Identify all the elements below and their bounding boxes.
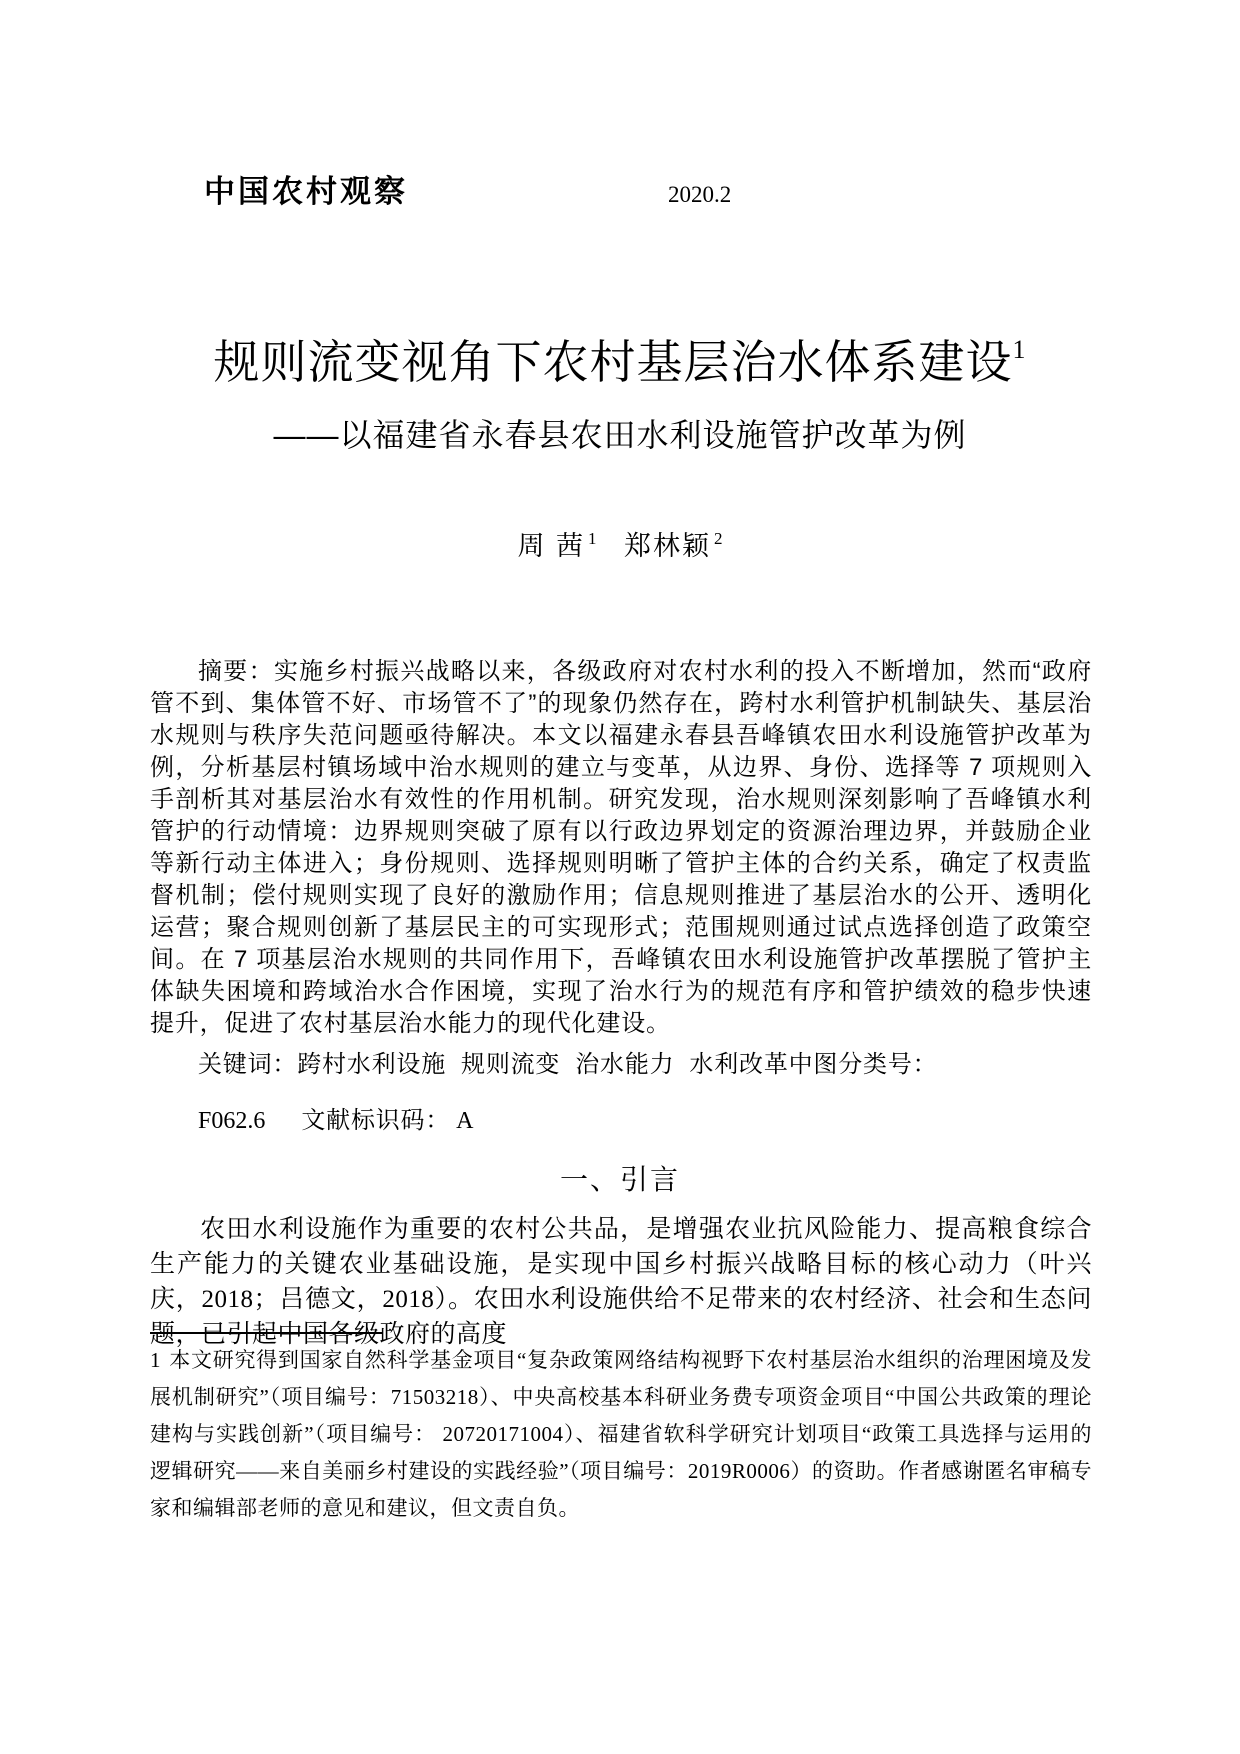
footnote-marker: 1 (150, 1348, 161, 1372)
issue-number: 2020.2 (668, 182, 732, 207)
keywords-label: 关键词： (198, 1051, 298, 1078)
keyword-1: 跨村水利设施 (297, 1051, 447, 1078)
clc-code: F062.6 (198, 1108, 266, 1134)
body-paragraph: 农田水利设施作为重要的农村公共品，是增强农业抗风险能力、提高粮食综合生产能力的关键农业基础设施，是实现中国乡村振兴战略目标的核心动力（叶兴庆，2018；吕德文，2018）。农田水利设施供给不足带来的农村经济、社会和生态问题，已引起中国各级政府的高度 (150, 1216, 1092, 1348)
abstract-label: 摘要： (198, 658, 274, 685)
article-subtitle: ——以福建省永春县农田水利设施管护改革为例 (273, 417, 967, 453)
article-title (0, 326, 1240, 392)
document-code: A (456, 1108, 474, 1134)
keyword-3: 治水能力 (575, 1051, 675, 1078)
section-heading-introduction: 一、引言 (559, 1164, 680, 1195)
keyword-4: 水利改革 (689, 1051, 789, 1078)
clc-label: 中图分类号： (788, 1051, 938, 1078)
author-1 (517, 531, 596, 561)
author-1-affiliation-ref: 1 (588, 529, 597, 548)
abstract-paragraph (150, 656, 1092, 1040)
keyword-2: 规则流变 (461, 1051, 561, 1078)
article-title-text: 规则流变视角下农村基层治水体系建设 (213, 336, 1013, 388)
footnote-text: 本文研究得到国家自然科学基金项目“复杂政策网络结构视野下农村基层治水组织的治理困境及发展机制研究”（项目编号：71503218）、中央高校基本科研业务费专项资金项目“中国公共政策的理论建构与实践创新”（项目编号： 20720171004）、福建省软科学研究计划项目“政策工具选择与运用的逻辑研究——来自美丽乡村建设的实践经验”（项目编号：2019R0006）的资助。作者感谢匿名审稿专家和编辑部老师的意见和建议，但文责自负。 (150, 1348, 1092, 1520)
author-2 (624, 531, 723, 561)
author-1-name: 周 茜 (517, 531, 585, 561)
title-footnote-ref: 1 (1012, 335, 1027, 364)
author-2-name: 郑林颖 (624, 531, 712, 561)
authors-line (0, 524, 1240, 563)
author-2-affiliation-ref: 2 (714, 529, 723, 548)
footnote-paragraph (150, 1342, 1092, 1527)
footnote-separator-rule (150, 1332, 382, 1334)
keywords-line (150, 1044, 1092, 1079)
abstract-text: 实施乡村振兴战略以来，各级政府对农村水利的投入不断增加，然而“政府管不到、集体管不好、市场管不了”的现象仍然存在，跨村水利管护机制缺失、基层治水规则与秩序失范问题亟待解决。本文以福建永春县吾峰镇农田水利设施管护改革为例，分析基层村镇场域中治水规则的建立与变革，从边界、身份、选择等 7 项规则入手剖析其对基层治水有效性的作用机制。研究发现，治水规则深刻影响了吾峰镇水利管护的行动情境：边界规则突破了原有以行政边界划定的资源治理边界，并鼓励企业等新行动主体进入；身份规则、选择规则明晰了管护主体的合约关系，确定了权责监督机制；偿付规则实现了良好的激励作用；信息规则推进了基层治水的公开、透明化运营；聚合规则创新了基层民主的可实现形式；范围规则通过试点选择创造了政策空间。在 7 项基层治水规则的共同作用下，吾峰镇农田水利设施管护改革摆脱了管护主体缺失困境和跨域治水合作困境，实现了治水行为的规范有序和管护绩效的稳步快速提升，促进了农村基层治水能力的现代化建设。 (150, 658, 1092, 1037)
document-code-label: 文献标识码： (301, 1107, 451, 1134)
classification-line (150, 1100, 1092, 1135)
journal-logo: 中国农村观察 (204, 174, 408, 209)
